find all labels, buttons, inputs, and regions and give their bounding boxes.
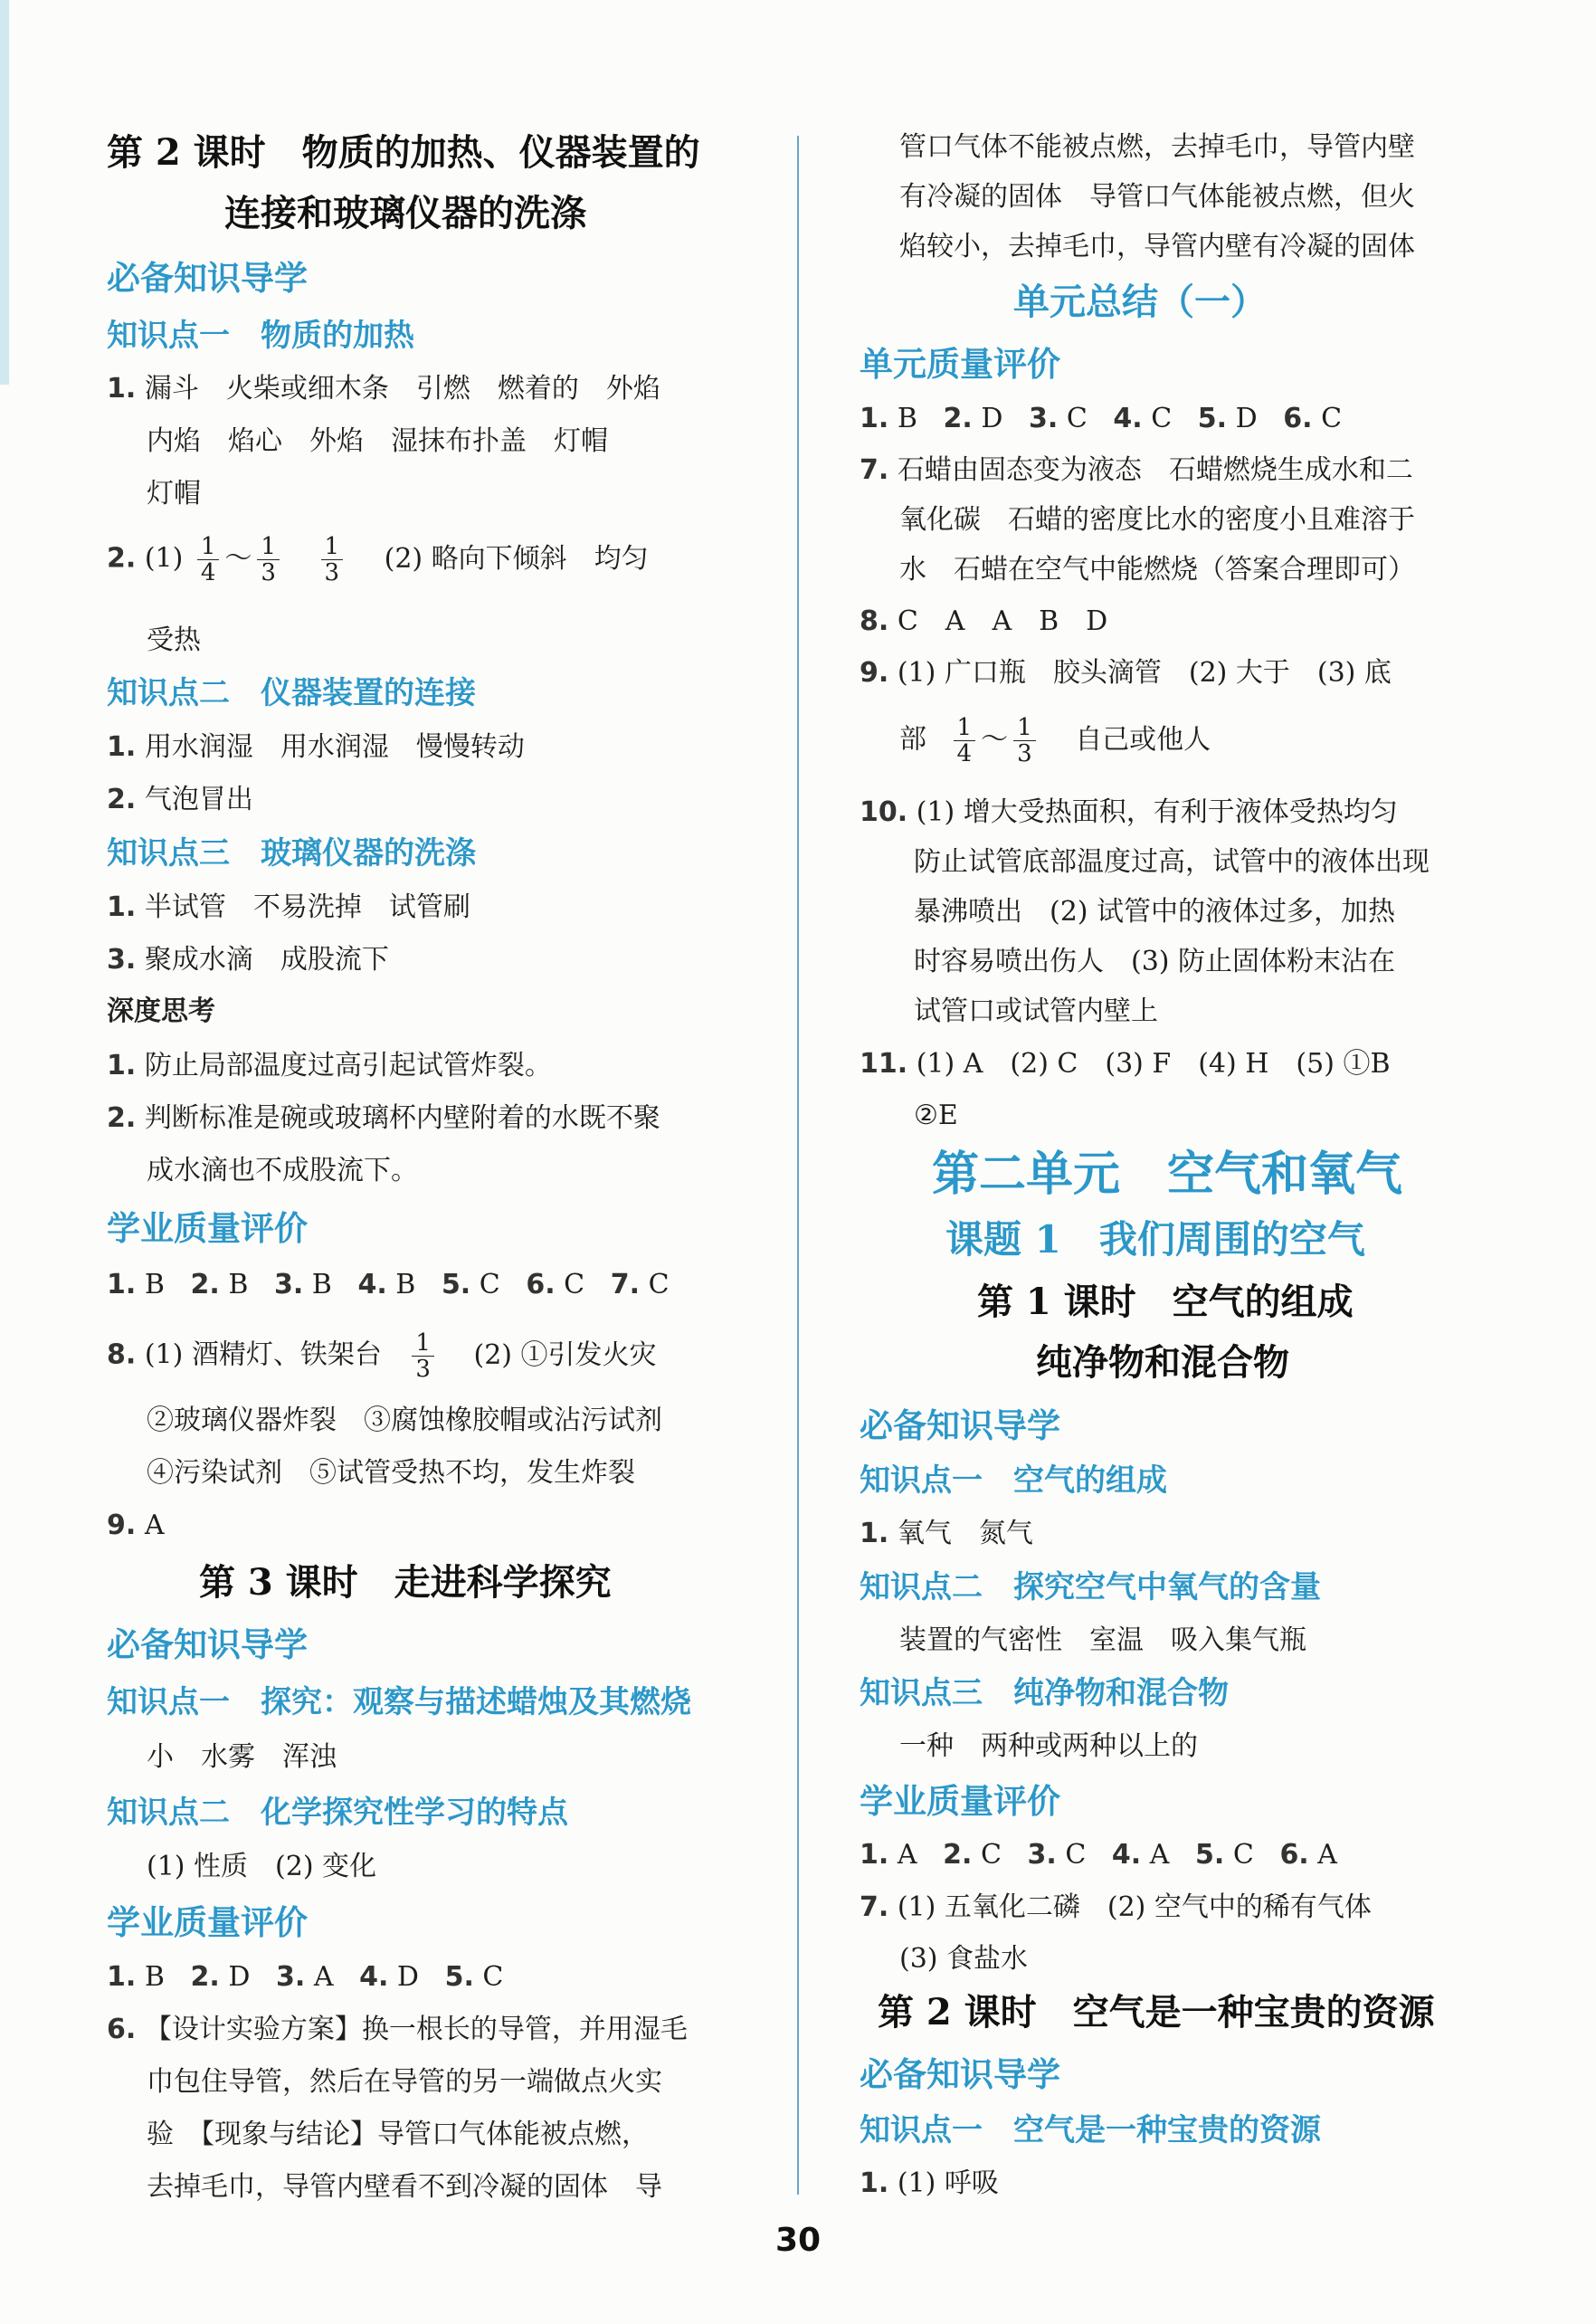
section-heading-eval-2: 学业质量评价 <box>107 1902 308 1942</box>
k3-answer-1: 1. 半试管 不易洗掉 试管刷 <box>107 891 470 923</box>
knowledge-point-3: 知识点三 玻璃仪器的洗涤 <box>107 835 476 872</box>
unit-answer-9-line1: 9. (1) 广口瓶 胶头滴管 (2) 大于 (3) 底 <box>860 657 1392 689</box>
k2-answer-1: 1. 用水润湿 用水润湿 慢慢转动 <box>107 731 525 763</box>
k3-answer-3: 3. 聚成水滴 成股流下 <box>107 944 389 976</box>
answer-2-line2: 受热 <box>147 624 201 656</box>
section-heading-guide-4: 必备知识导学 <box>860 2054 1060 2094</box>
unit-choice-answers: 1. B 2. D 3. C 4. C 5. D 6. C <box>860 403 1343 434</box>
l3-k2-answer: (1) 性质 (2) 变化 <box>147 1851 377 1882</box>
r-l2-k1-answer-1: 1. (1) 呼吸 <box>860 2167 999 2199</box>
r-k2-answer: 装置的气密性 室温 吸入集气瓶 <box>899 1624 1306 1656</box>
unit-answer-9-line2: 部 $\frac{1}{4}$ ～ $\frac{1}{3}$ 自己或他人 <box>899 714 1211 767</box>
answer-2-line1: 2. (1) $\frac{1}{4}$ ～ $\frac{1}{3}$ $\frac{1}{3}$ (2) 略向下倾斜 均匀 <box>107 533 649 586</box>
r-eval-choice-answers: 1. A 2. C 3. C 4. A 5. C 6. A <box>860 1839 1337 1871</box>
unit-answer-10-line4: 时容易喷出伤人 (3) 防止固体粉末沾在 <box>914 946 1396 977</box>
unit-answer-7-line3: 水 石蜡在空气中能燃烧（答案合理即可） <box>899 554 1415 586</box>
lesson2-title-line2: 连接和玻璃仪器的洗涤 <box>224 192 586 234</box>
deep-thinking-heading: 深度思考 <box>107 995 215 1027</box>
r-l2-knowledge-point-1: 知识点一 空气是一种宝贵的资源 <box>860 2112 1321 2148</box>
l3-answer-6-line1: 6. 【设计实验方案】换一根长的导管，并用湿毛 <box>107 2014 688 2045</box>
page-edge-strip <box>0 0 9 385</box>
answer-1-line3: 灯帽 <box>147 478 201 510</box>
r-knowledge-point-3: 知识点三 纯净物和混合物 <box>860 1675 1229 1711</box>
eval-answer-9: 9. A <box>107 1510 165 1541</box>
continued-line3: 焰较小，去掉毛巾，导管内壁有冷凝的固体 <box>899 231 1415 262</box>
unit-answer-8: 8. C A A B D <box>860 605 1108 637</box>
lesson1-title-line1: 第 1 课时 空气的组成 <box>977 1281 1354 1323</box>
deep-answer-2-line1: 2. 判断标准是碗或玻璃杯内壁附着的水既不聚 <box>107 1102 660 1134</box>
section-heading-guide-2: 必备知识导学 <box>107 1624 308 1664</box>
fraction-one-third-b: $\frac{1}{3}$ <box>321 534 344 586</box>
l3-knowledge-point-2: 知识点二 化学探究性学习的特点 <box>107 1795 568 1831</box>
fraction-one-third-d: $\frac{1}{3}$ <box>1013 715 1036 767</box>
continued-line2: 有冷凝的固体 导管口气体能被点燃，但火 <box>899 181 1415 213</box>
lesson1-title-line2: 纯净物和混合物 <box>1036 1341 1289 1384</box>
unit-summary-title: 单元总结（一） <box>1013 281 1267 323</box>
unit-answer-10-line1: 10. (1) 增大受热面积，有利于液体受热均匀 <box>860 796 1398 828</box>
section-heading-eval-3: 学业质量评价 <box>860 1781 1060 1821</box>
unit-answer-10-line2: 防止试管底部温度过高，试管中的液体出现 <box>914 846 1430 878</box>
r-k1-answer-1: 1. 氧气 氮气 <box>860 1518 1033 1549</box>
l3-knowledge-point-1: 知识点一 探究：观察与描述蜡烛及其燃烧 <box>107 1684 691 1720</box>
lesson2-title-line1: 第 2 课时 物质的加热、仪器装置的 <box>107 131 700 174</box>
eval-answer-8-line1: 8. (1) 酒精灯、铁架台 $\frac{1}{3}$ (2) ①引发火灾 <box>107 1329 657 1383</box>
deep-answer-2-line2: 成水滴也不成股流下。 <box>147 1155 418 1186</box>
fraction-one-quarter: $\frac{1}{4}$ <box>197 534 220 586</box>
l3-answer-6-line2: 巾包住导管，然后在导管的另一端做点火实 <box>147 2066 662 2098</box>
topic1-title: 课题 1 我们周围的空气 <box>945 1217 1365 1262</box>
r-k3-answer: 一种 两种或两种以上的 <box>899 1730 1198 1762</box>
l3-k1-answer: 小 水雾 浑浊 <box>147 1741 337 1773</box>
l3-answer-6-line3: 验 【现象与结论】导管口气体能被点燃， <box>147 2119 649 2150</box>
r-eval-answer-7-line2: (3) 食盐水 <box>899 1943 1029 1975</box>
eval-answer-8-line3: ④污染试剂 ⑤试管受热不均，发生炸裂 <box>147 1457 635 1489</box>
answer-1-line1: 1. 漏斗 火柴或细木条 引燃 燃着的 外焰 <box>107 373 660 405</box>
unit-answer-10-line3: 暴沸喷出 (2) 试管中的液体过多，加热 <box>914 896 1396 928</box>
knowledge-point-2: 知识点二 仪器装置的连接 <box>107 675 476 711</box>
fraction-one-quarter-b: $\frac{1}{4}$ <box>954 715 976 767</box>
k2-answer-2: 2. 气泡冒出 <box>107 784 253 815</box>
lesson3-title: 第 3 课时 走进科学探究 <box>199 1561 612 1604</box>
unit-answer-10-line5: 试管口或试管内壁上 <box>914 995 1158 1027</box>
section-heading-eval: 学业质量评价 <box>107 1208 308 1248</box>
r-knowledge-point-2: 知识点二 探究空气中氧气的含量 <box>860 1569 1321 1605</box>
lesson2-air-title: 第 2 课时 空气是一种宝贵的资源 <box>878 1991 1435 2034</box>
section-heading-guide: 必备知识导学 <box>107 258 308 298</box>
fraction-one-third: $\frac{1}{3}$ <box>257 534 280 586</box>
unit-answer-7-line1: 7. 石蜡由固态变为液态 石蜡燃烧生成水和二 <box>860 454 1413 486</box>
r-knowledge-point-1: 知识点一 空气的组成 <box>860 1462 1167 1499</box>
unit-answer-11-line2: ②E <box>914 1100 958 1131</box>
l3-choice-answers: 1. B 2. D 3. A 4. D 5. C <box>107 1961 504 1993</box>
unit-answer-7-line2: 氧化碳 石蜡的密度比水的密度小且难溶于 <box>899 504 1415 536</box>
fraction-one-third-c: $\frac{1}{3}$ <box>412 1330 434 1382</box>
unit-quality-eval-heading: 单元质量评价 <box>860 344 1060 384</box>
answer-1-line2: 内焰 焰心 外焰 湿抹布扑盖 灯帽 <box>147 425 608 457</box>
eval-answer-8-line2: ②玻璃仪器炸裂 ③腐蚀橡胶帽或沾污试剂 <box>147 1405 662 1436</box>
page-number: 30 <box>774 2222 822 2259</box>
eval-choice-answers: 1. B 2. B 3. B 4. B 5. C 6. C 7. C <box>107 1269 670 1300</box>
column-divider <box>797 136 799 2195</box>
continued-line1: 管口气体不能被点燃，去掉毛巾，导管内壁 <box>899 131 1415 163</box>
deep-answer-1: 1. 防止局部温度过高引起试管炸裂。 <box>107 1050 552 1081</box>
unit-answer-11-line1: 11. (1) A (2) C (3) F (4) H (5) ①B <box>860 1048 1391 1080</box>
unit2-title: 第二单元 空气和氧气 <box>932 1147 1403 1202</box>
section-heading-guide-3: 必备知识导学 <box>860 1405 1060 1445</box>
knowledge-point-1: 知识点一 物质的加热 <box>107 318 414 354</box>
l3-answer-6-line4: 去掉毛巾，导管内壁看不到冷凝的固体 导 <box>147 2171 662 2203</box>
r-eval-answer-7-line1: 7. (1) 五氧化二磷 (2) 空气中的稀有气体 <box>860 1891 1372 1923</box>
